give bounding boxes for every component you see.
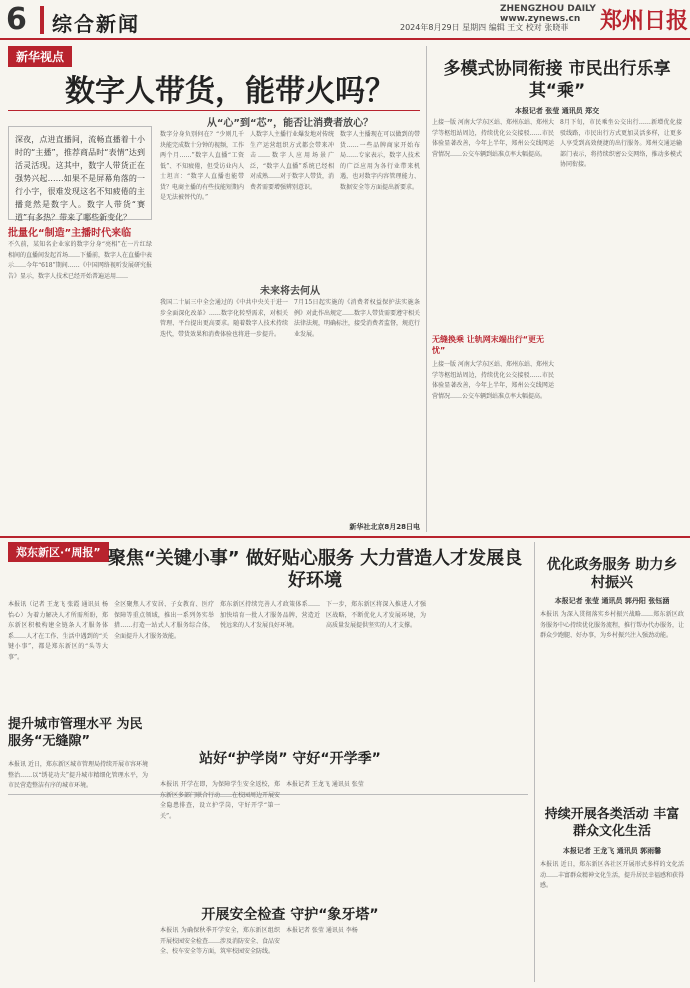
- article-column-5: 我国二十届三中全会通过的《中共中央关于进一步全面深化改革》……数字化转型需求，对相关管理、平台提出更高要求。随着数字人技术持续迭代，带货效果和消费体验也将进一步提升。: [160, 299, 288, 338]
- masthead: [0, 0, 690, 40]
- paper-english-name: ZHENGZHOU DAILY: [500, 4, 596, 14]
- safety-byline: 本报记者 张莹 通讯员 李杨: [286, 927, 358, 934]
- article-column-3: 人数字人主播行业爆发地对传统生产运营组织方式都会带来冲击……数字人应用场景广泛，“数字人直播”系统已经相对成熟……对于数字人带货，消费者需要增强辨别意识。: [250, 131, 334, 191]
- masthead-bar: [40, 6, 44, 34]
- zhengdong-column-3: 郑东新区持续完善人才政策体系……加快培育一批人才服务品牌，营造近悦远来的人才发展良好环境。: [220, 601, 320, 629]
- section-band: [0, 536, 690, 538]
- culture-byline: 本报记者 王龙飞 通讯员 郭雨馨: [562, 847, 662, 855]
- main-headline: 数字人带货，能带火吗？: [65, 74, 395, 109]
- zhengdong-headline: 聚焦“关键小事” 做好贴心服务 大力营造人才发展良好环境: [107, 548, 523, 591]
- culture-headline: 持续开展各类活动 丰富群众文化生活: [544, 807, 680, 839]
- school-guard-headline: 站好“护学岗” 守好“开学季”: [199, 751, 381, 767]
- safety-text: 本报讯 为确保秋季开学安全，郑东新区组织开展校园安全检查……涉及消防安全、食品安全、校车安全等方面，筑牢校园安全防线。: [160, 927, 280, 955]
- article-column-2: 数字分身负别何在？“少则几千块能完成数十分钟的视频，工作两个月……”数字人直播“工资低”、不知疲倦，但受访业内人士坦言：“数字人直播也能带货？电商主播的有些技能短期内是无法被替代的。”: [160, 131, 244, 201]
- right-column-2: 8月下旬，市民乘坐公交出行……新增优化接驳线路，市民出行方式更加灵活多样，让更多人享受到高效便捷的出行服务。郑州交通运输部门表示，将持续织密公交网络，推动多模式协同衔接。: [560, 119, 682, 168]
- column-divider: [426, 46, 427, 532]
- page-number: 6: [6, 2, 27, 37]
- paper-url[interactable]: www.zynews.cn: [500, 14, 581, 24]
- section-title: 综合新闻: [52, 12, 140, 36]
- urban-text: 本报讯 近日，郑东新区城市管理局持续开展市容环境整治……以“绣花功夫”提升城市精细化管理水平，为市民营造整洁有序的城市环境。: [8, 761, 148, 789]
- article-column-4: 数字人主播现在可以做到的带货……一些品牌商家开始布局……专家表示，数字人技术的广泛应用为各行业带来机遇，也对数字内容管理能力、数据安全等方面提出新要求。: [340, 131, 420, 191]
- zhengdong-tag: 郑东新区·“周报”: [8, 542, 109, 562]
- xinhua-byline: 新华社北京8月28日电: [349, 523, 420, 531]
- school-guard-text-2: 本报记者 王龙飞 通讯员 张莹: [286, 781, 364, 788]
- lead-paragraph: 深夜，点进直播间，流畅直播着十小时的“主播”，推荐商品时“表情”达到活灵活现。这其中，数字人带货正在强势兴起……如果不是屏幕角落的一行小字，很难发现这名不知疲倦的主播竟然是数字人。数字人带货“赛道”有多热？带来了哪些新变化？: [8, 126, 152, 220]
- rural-byline: 本报记者 张莹 通讯员 郭丹阳 张钰涵: [554, 597, 670, 605]
- section-tag-xinhua: 新华视点: [8, 46, 72, 67]
- school-guard-text: 本报讯 开学在即，为保障学生安全返校，郑东新区多部门联合行动……在校园周边开展安全隐患排查，设立护学岗，守好开学“第一关”。: [160, 781, 280, 820]
- mini-heading-mass-production: 批量化“制造”主播时代来临: [8, 228, 132, 239]
- paper-logo: 郑州日报: [600, 8, 689, 34]
- right-divider: [534, 542, 535, 982]
- subheading-heart-chip: 从“心”到“芯”，能否让消费者放心？: [206, 118, 374, 129]
- right-headline: 多模式协同衔接 市民出行乐享其“乘”: [443, 59, 671, 101]
- right-byline: 本报记者 张莹 通讯员 郑交: [514, 107, 600, 115]
- safety-headline: 开展安全检查 守护“象牙塔”: [201, 907, 379, 923]
- right-column-1: 上接一版 河南大学东区站、郑州东站、郑州大学等枢纽站周边，持续优化公交接驳……市民体验显著改善，今年上半年，郑州公交线网运营情况……公交车辆到站准点率大幅提高。: [432, 119, 554, 158]
- urban-headline: 提升城市管理水平 为民服务“无缝隙”: [8, 717, 143, 749]
- zhengdong-column-2: 全区聚焦人才安居、子女教育、医疗保障等重点领域，推出一系列务实举措……打造一站式人才服务综合体，全面提升人才服务效能。: [114, 601, 214, 640]
- zhengdong-column-4: 下一步，郑东新区将深入推进人才强区战略，不断优化人才发展环境，为高质量发展提供坚实的人才支撑。: [326, 601, 426, 629]
- right-column-1b: 上接一版 河南大学东区站、郑州东站、郑州大学等枢纽站周边，持续优化公交接驳……市民体验显著改善，今年上半年，郑州公交线网运营情况……公交车辆到站准点率大幅提高。: [432, 361, 554, 400]
- article-column-6: 7月15日起实施的《消费者权益保护法实施条例》对此作出规定……数字人带货需要遵守相关法律法规，明确标注，接受消费者监督，规范行业发展。: [294, 299, 420, 338]
- rural-text: 本报讯 为深入贯彻落实乡村振兴战略……郑东新区政务服务中心持续优化服务流程，推行帮办代办服务，让群众少跑腿、好办事，为乡村振兴注入强劲动能。: [540, 611, 684, 639]
- subheading-future: 未来将去何从: [260, 286, 320, 297]
- date-line: 2024年8月29日 星期四 编辑 王文 校对 张晓菲: [400, 23, 569, 32]
- headline-rule: [8, 110, 420, 111]
- zhengdong-column-1: 本报讯（记者 王龙飞 张霞 通讯员 杨怡心）为着力解决人才所需所盼，郑东新区积极构建全链条人才服务体系……人才在工作、生活中遇到的“关键小事”，都是郑东新区的“头等大事”。: [8, 601, 108, 661]
- right-mini-heading: 无缝换乘 让轨网末端出行“更无忧”: [432, 335, 545, 355]
- culture-text: 本报讯 近日，郑东新区各社区开展形式多样的文化活动……丰富群众精神文化生活，提升居民幸福感和获得感。: [540, 861, 684, 889]
- rural-headline: 优化政务服务 助力乡村振兴: [546, 557, 678, 591]
- article-column-1: 不久前，某知名企业家的数字分身“亮相”在一片红绿相间的直播间发起首场……下播前，数字人在直播中表示……今年“618”期间……《中国网络视听发展研究报告》显示，数字人技术已经开始普遍运用……: [8, 241, 152, 280]
